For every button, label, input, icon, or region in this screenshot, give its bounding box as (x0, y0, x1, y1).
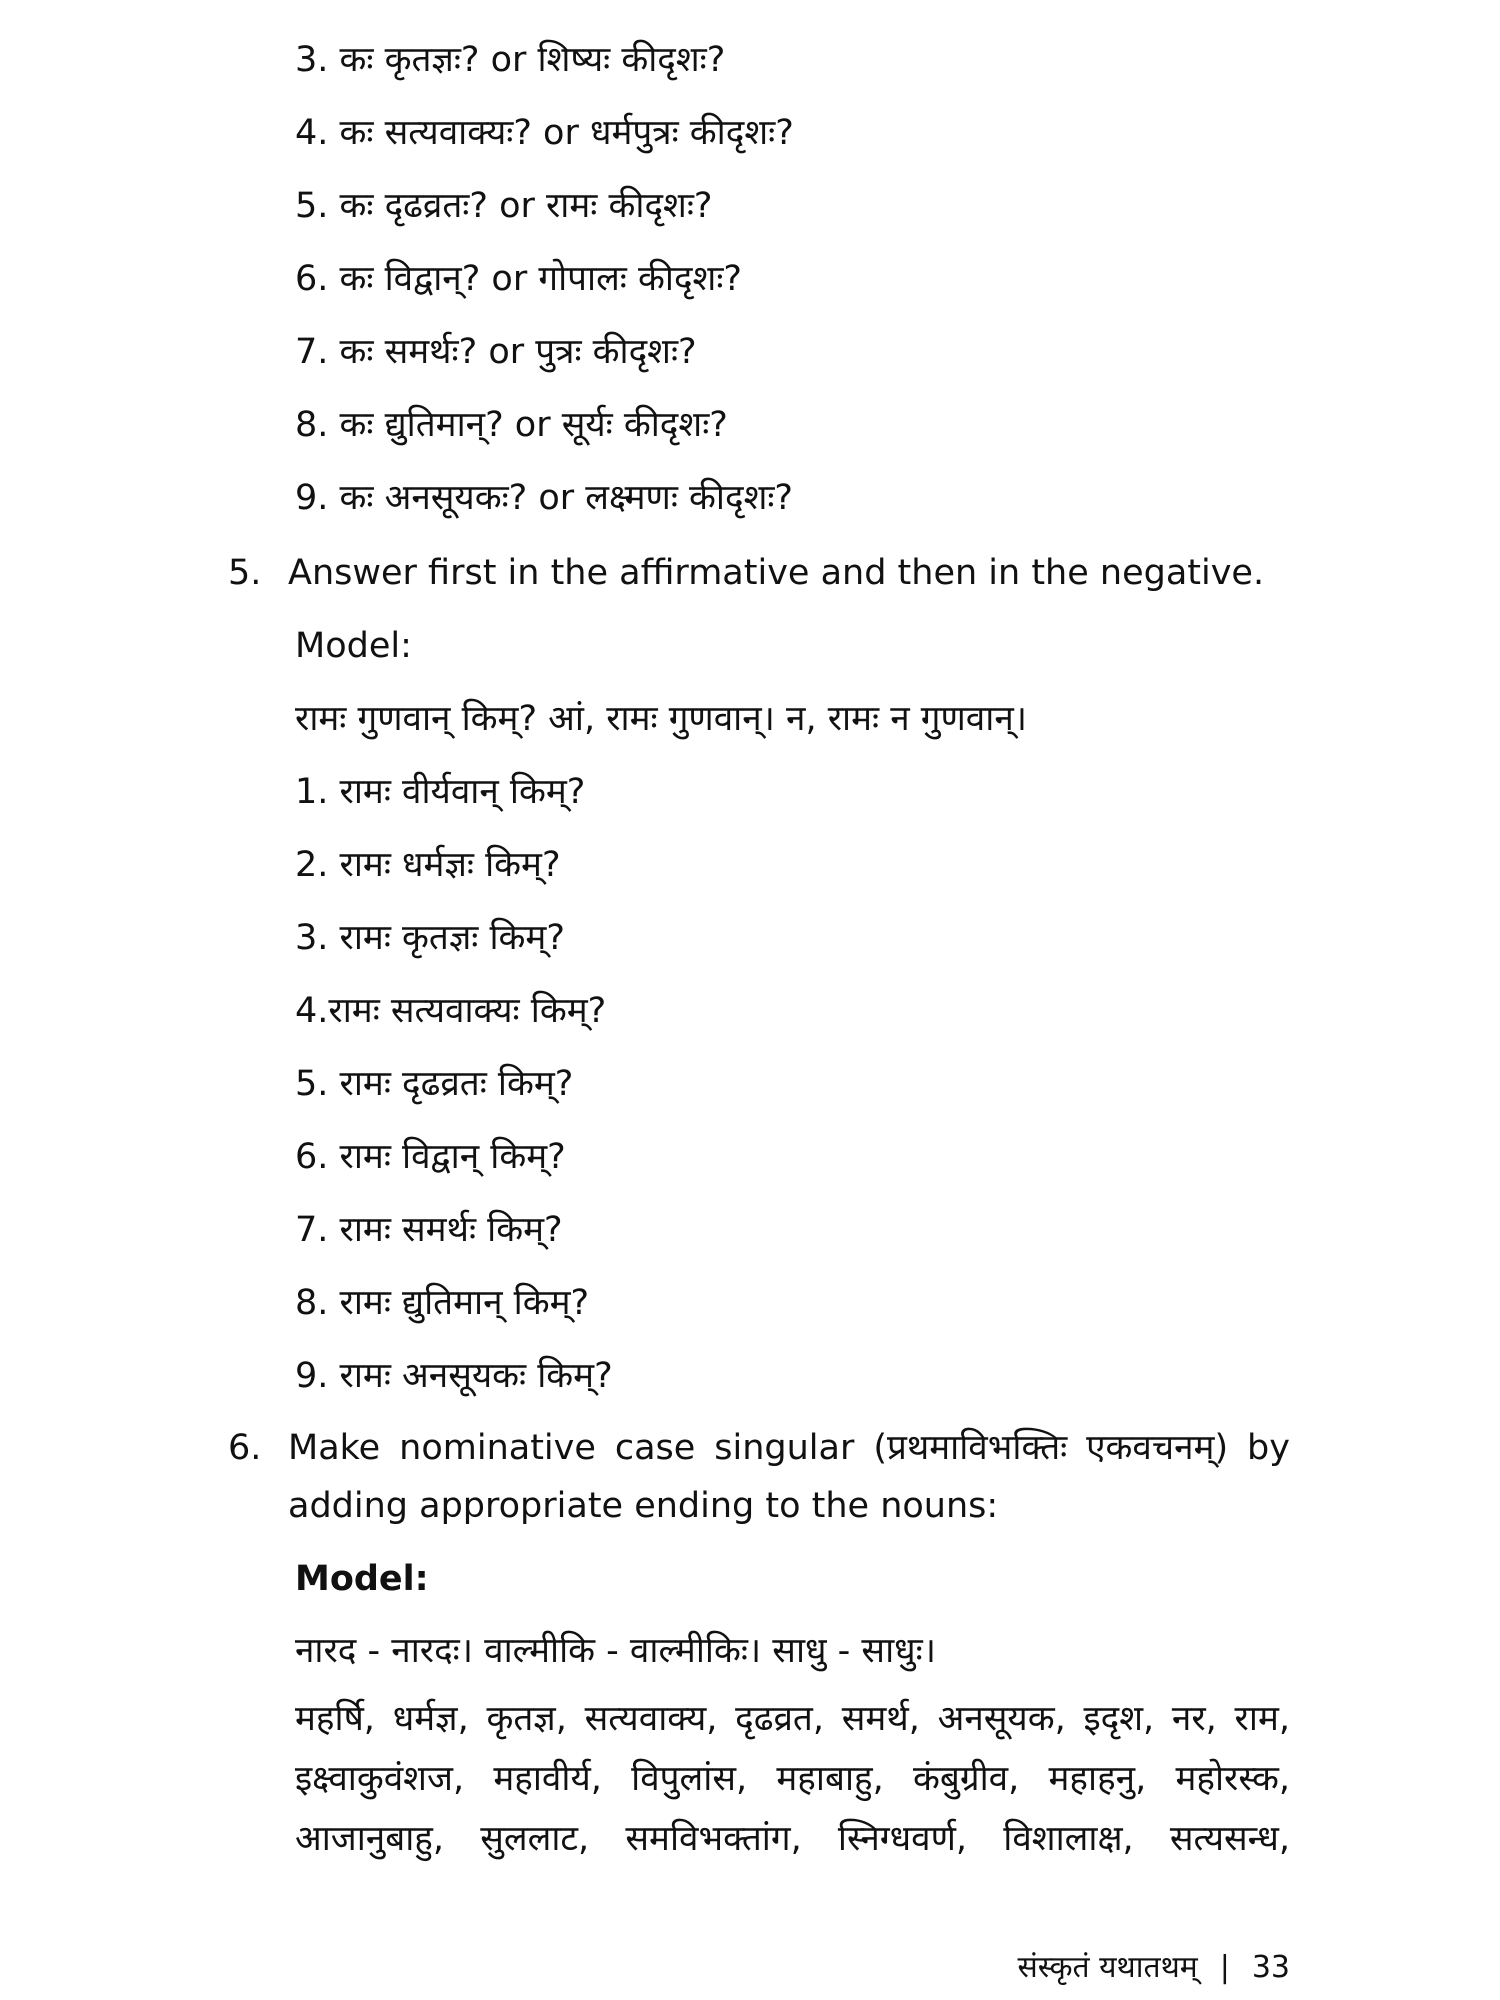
page-footer (1018, 1948, 1290, 1988)
footer-book-title: संस्कृतं यथातथम् (1017, 1950, 1198, 1985)
page-number: 33 (1251, 1950, 1290, 1985)
q5-item-5: 5. रामः दृढव्रतः किम्? (295, 1064, 574, 1104)
q5-item-7: 7. रामः समर्थः किम्? (295, 1210, 563, 1250)
list-a-item-3: 3. कः कृतज्ञः? or शिष्यः कीदृशः? (295, 40, 726, 80)
q5-model-label: Model: (295, 626, 412, 666)
q6-model-label: Model: (295, 1559, 429, 1599)
list-a-item-8: 8. कः द्युतिमान्? or सूर्यः कीदृशः? (295, 405, 728, 445)
list-a-item-6: 6. कः विद्वान्? or गोपालः कीदृशः? (295, 259, 742, 299)
q6-instruction-line1: Make nominative case singular (प्रथमाविभक्तिः एकवचनम्) by (288, 1428, 1290, 1468)
q6-number: 6. (228, 1428, 262, 1468)
q5-item-1: 1. रामः वीर्यवान् किम्? (295, 772, 586, 812)
q5-item-4: 4.रामः सत्यवाक्यः किम्? (295, 991, 607, 1031)
q5-instruction: Answer first in the affirmative and then in the negative. (288, 553, 1265, 593)
q6-nouns-line3: आजानुबाहु, सुललाट, समविभक्तांग, स्निग्धवर्ण, विशालाक्ष, सत्यसन्ध, (295, 1819, 1290, 1859)
q6-model-example: नारद - नारदः। वाल्मीकि - वाल्मीकिः। साधु - साधुः। (295, 1631, 937, 1671)
q6-nouns-line1: महर्षि, धर्मज्ञ, कृतज्ञ, सत्यवाक्य, दृढव्रत, समर्थ, अनसूयक, इदृश, नर, राम, (295, 1699, 1290, 1739)
list-a-item-4: 4. कः सत्यवाक्यः? or धर्मपुत्रः कीदृशः? (295, 113, 794, 153)
q5-item-6: 6. रामः विद्वान् किम्? (295, 1137, 566, 1177)
footer-separator: | (1219, 1950, 1230, 1985)
q6-nouns-line2: इक्ष्वाकुवंशज, महावीर्य, विपुलांस, महाबाहु, कंबुग्रीव, महाहनु, महोरस्क, (295, 1759, 1290, 1799)
q5-item-9: 9. रामः अनसूयकः किम्? (295, 1356, 613, 1396)
q6-instruction-line2: adding appropriate ending to the nouns: (288, 1486, 999, 1526)
q5-item-2: 2. रामः धर्मज्ञः किम्? (295, 845, 561, 885)
q5-item-3: 3. रामः कृतज्ञः किम्? (295, 918, 565, 958)
q5-number: 5. (228, 553, 262, 593)
q5-item-8: 8. रामः द्युतिमान् किम्? (295, 1283, 590, 1323)
list-a-item-9: 9. कः अनसूयकः? or लक्ष्मणः कीदृशः? (295, 478, 794, 518)
list-a-item-5: 5. कः दृढव्रतः? or रामः कीदृशः? (295, 186, 713, 226)
list-a-item-7: 7. कः समर्थः? or पुत्रः कीदृशः? (295, 332, 697, 372)
q5-model-example: रामः गुणवान् किम्? आं, रामः गुणवान्। न, रामः न गुणवान्। (295, 699, 1028, 739)
